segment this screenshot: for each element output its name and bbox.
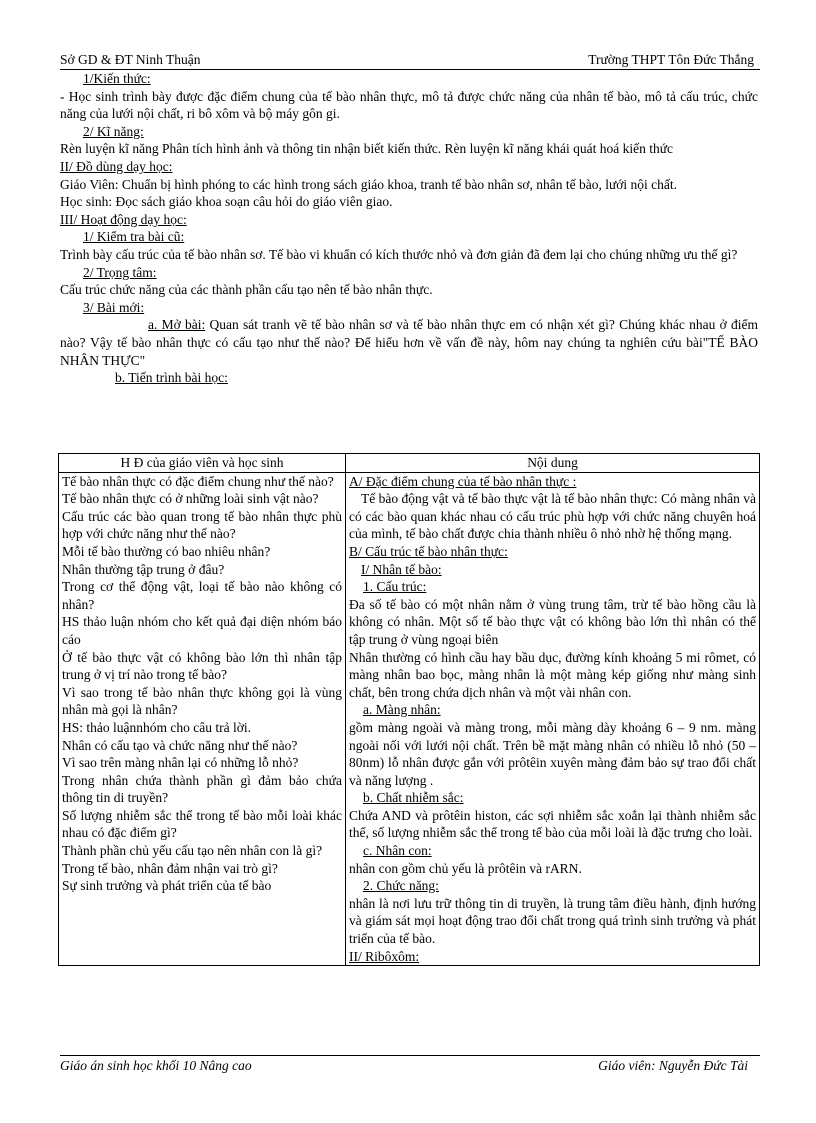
knowledge-heading: 1/Kiến thức: bbox=[83, 71, 151, 86]
question-item: Tế bào nhân thực có ở những loài sinh vật nào? bbox=[62, 491, 319, 507]
focus-text: Cấu trúc chức năng của các thành phần cấu tạo nên tế bào nhân thực. bbox=[60, 282, 433, 298]
question-item: Mỗi tế bào thường có bao nhiêu nhân? bbox=[62, 543, 271, 559]
section-a-text: Tế bào động vật và tế bào thực vật là tế bào nhân thực: Có màng nhân và có các bào quan khác nhau có cấu trúc phù hợp với chức năng chuyên hoá của mình, tế bào chất được chia thành nhiều ô nhỏ nhờ hệ thống mạng. bbox=[349, 491, 756, 542]
lesson-table bbox=[58, 453, 760, 966]
tools-heading: II/ Đồ dùng dạy học: bbox=[60, 158, 173, 174]
question-item: Sự sinh trưởng và phát triển của tế bào bbox=[62, 878, 272, 894]
questions-cell bbox=[59, 472, 346, 966]
structure-heading: 1. Cấu trúc: bbox=[363, 579, 427, 595]
check-heading: 1/ Kiểm tra bài cũ: bbox=[83, 229, 185, 245]
new-lesson-heading: 3/ Bài mới: bbox=[83, 299, 145, 315]
question-item: Trong tế bào, nhân đảm nhận vai trò gì? bbox=[62, 860, 278, 876]
header-school: Trường THPT Tôn Đức Thắng bbox=[588, 52, 754, 67]
question-item: Vì sao trên màng nhân lại có những lỗ nhỏ? bbox=[62, 755, 299, 771]
question-item: HS thảo luận nhóm cho kết quả đại diện nhóm báo cáo bbox=[62, 614, 342, 647]
skill-text: Rèn luyện kĩ năng Phân tích hình ảnh và thông tin nhận biết kiến thức. Rèn luyện kĩ năng khái quát hoá kiến thức bbox=[60, 141, 674, 157]
activities-heading: III/ Hoạt động dạy học: bbox=[60, 211, 187, 227]
nucleolus-text: nhân con gồm chủ yếu là prôtêin và rARN. bbox=[349, 860, 582, 876]
process-heading: b. Tiến trình bài học: bbox=[115, 370, 228, 386]
question-item: Ở tế bào thực vật có không bào lớn thì nhân tập trung ở vị trí nào trong tế bào? bbox=[62, 649, 342, 683]
question-item: Thành phần chủ yếu cấu tạo nên nhân con là gì? bbox=[62, 843, 323, 859]
lesson-body bbox=[60, 70, 758, 387]
question-item: Tế bào nhân thực có đặc điểm chung như thế nào? bbox=[62, 473, 334, 489]
col-content-header: Nội dung bbox=[346, 454, 760, 473]
page-header bbox=[60, 50, 760, 70]
chromatin-text: Chứa AND và prôtêin histon, các sợi nhiễm sắc xoắn lại thành nhiễm sắc thể, số lượng nhiễm sắc thể trong tế bào của mỗi loài là đặc trưng cho loài. bbox=[349, 807, 756, 841]
content-cell bbox=[346, 472, 760, 966]
membrane-text: gồm màng ngoài và màng trong, mỗi màng dày khoảng 6 – 9 nm. màng ngoài nối với lưới nội chất. Trên bề mặt màng nhân có nhiều lỗ nhỏ (50 – 80nm) lỗ nhân được gắn với prôtêin xuyên màng đảm bảo sự trao đổi chất và năng lượng . bbox=[349, 719, 756, 788]
question-item: Số lượng nhiễm sắc thể trong tế bào mỗi loài khác nhau có đặc điểm gì? bbox=[62, 807, 342, 841]
question-item: Nhân thường tập trung ở đâu? bbox=[62, 561, 225, 577]
question-item: Trong nhân chứa thành phần gì đảm bảo chứa thông tin di truyền? bbox=[62, 772, 342, 806]
chromatin-heading: b. Chất nhiễm sắc: bbox=[363, 790, 464, 806]
section-b-heading: B/ Cấu trúc tế bào nhân thực: bbox=[349, 543, 508, 559]
structure-text-2: Nhân thường có hình cầu hay bầu dục, đường kính khoảng 5 mi rômet, có màng nhân bao bọc, màng nhân là một màng kép giống như màng sinh chất, bên trong chứa dịch nhân và một vài nhân con. bbox=[349, 649, 756, 700]
header-department: Sở GD & ĐT Ninh Thuận bbox=[60, 52, 201, 67]
question-item: Vì sao trong tế bào nhân thực không gọi là vùng nhân mà gọi là nhân? bbox=[62, 684, 342, 718]
check-text: Trình bày cấu trúc của tế bào nhân sơ. Tế bào vi khuẩn có kích thước nhỏ và đơn giản đã đem lại cho chúng những ưu thế gì? bbox=[60, 246, 738, 262]
skill-heading: 2/ Kĩ năng: bbox=[83, 123, 144, 139]
membrane-heading: a. Màng nhân: bbox=[363, 702, 441, 718]
nucleolus-heading: c. Nhân con: bbox=[363, 843, 432, 859]
footer-teacher: Giáo viên: Nguyễn Đức Tài bbox=[598, 1058, 748, 1073]
col-activities-header: H Đ của giáo viên và học sinh bbox=[59, 454, 346, 473]
ribosome-heading: II/ Ribôxôm: bbox=[349, 948, 420, 964]
function-heading: 2. Chức năng: bbox=[363, 878, 439, 894]
section-a-heading: A/ Đặc điểm chung của tế bào nhân thực : bbox=[349, 473, 577, 489]
knowledge-text: - Học sinh trình bày được đặc điểm chung của tế bào nhân thực, mô tả được chức năng của nhân tế bào, mô tả cấu trúc, chức năng của lưới nội chất, ri bô xôm và bộ máy gôn gi. bbox=[60, 88, 758, 122]
structure-text-1: Đa số tế bào có một nhân nằm ở vùng trung tâm, trừ tế bào hồng cầu là không có nhân. Một số tế bào thực vật có không bào lớn thì nhân có thể tập trung ở vùng ngoại biên bbox=[349, 596, 756, 647]
tools-teacher-text: Giáo Viên: Chuẩn bị hình phóng to các hình trong sách giáo khoa, tranh tế bào nhân sơ, nhân tế bào, lưới nội chất. bbox=[60, 176, 678, 192]
footer-subject: Giáo án sinh học khối 10 Nâng cao bbox=[60, 1058, 252, 1073]
function-text: nhân là nơi lưu trữ thông tin di truyền, là trung tâm điều hành, định hướng và giám sát mọi hoạt động trao đổi chất trong quá trình sinh trưởng và phát triển của tế bào. bbox=[349, 895, 756, 947]
tools-student-text: Học sinh: Đọc sách giáo khoa soạn câu hỏi do giáo viên giao. bbox=[60, 194, 393, 210]
question-item: Nhân có cấu tạo và chức năng như thế nào? bbox=[62, 737, 298, 753]
question-item: Trong cơ thể động vật, loại tế bào nào không có nhân? bbox=[62, 579, 342, 612]
question-item: HS: thảo luậnnhóm cho câu trả lời. bbox=[62, 719, 251, 735]
page-footer bbox=[60, 1055, 760, 1076]
question-item: Cấu trúc các bào quan trong tế bào nhân thực phù hợp với chức năng như thế nào? bbox=[62, 508, 342, 542]
focus-heading: 2/ Trọng tâm: bbox=[83, 264, 157, 280]
intro-label: a. Mở bài: bbox=[148, 317, 206, 333]
nucleus-heading: I/ Nhân tế bào: bbox=[361, 561, 442, 577]
intro-text: Quan sát tranh vẽ tế bào nhân sơ và tế bào nhân thực em có nhận xét gì? Chúng khác nhau ở điểm nào? Vậy tế bào nhân thực có cấu tạo như thế nào? Để hiểu hơn về vấn đề này, hôm nay chúng ta nghiên cứu bài"TẾ BÀO NHÂN THỰC" bbox=[60, 317, 758, 368]
